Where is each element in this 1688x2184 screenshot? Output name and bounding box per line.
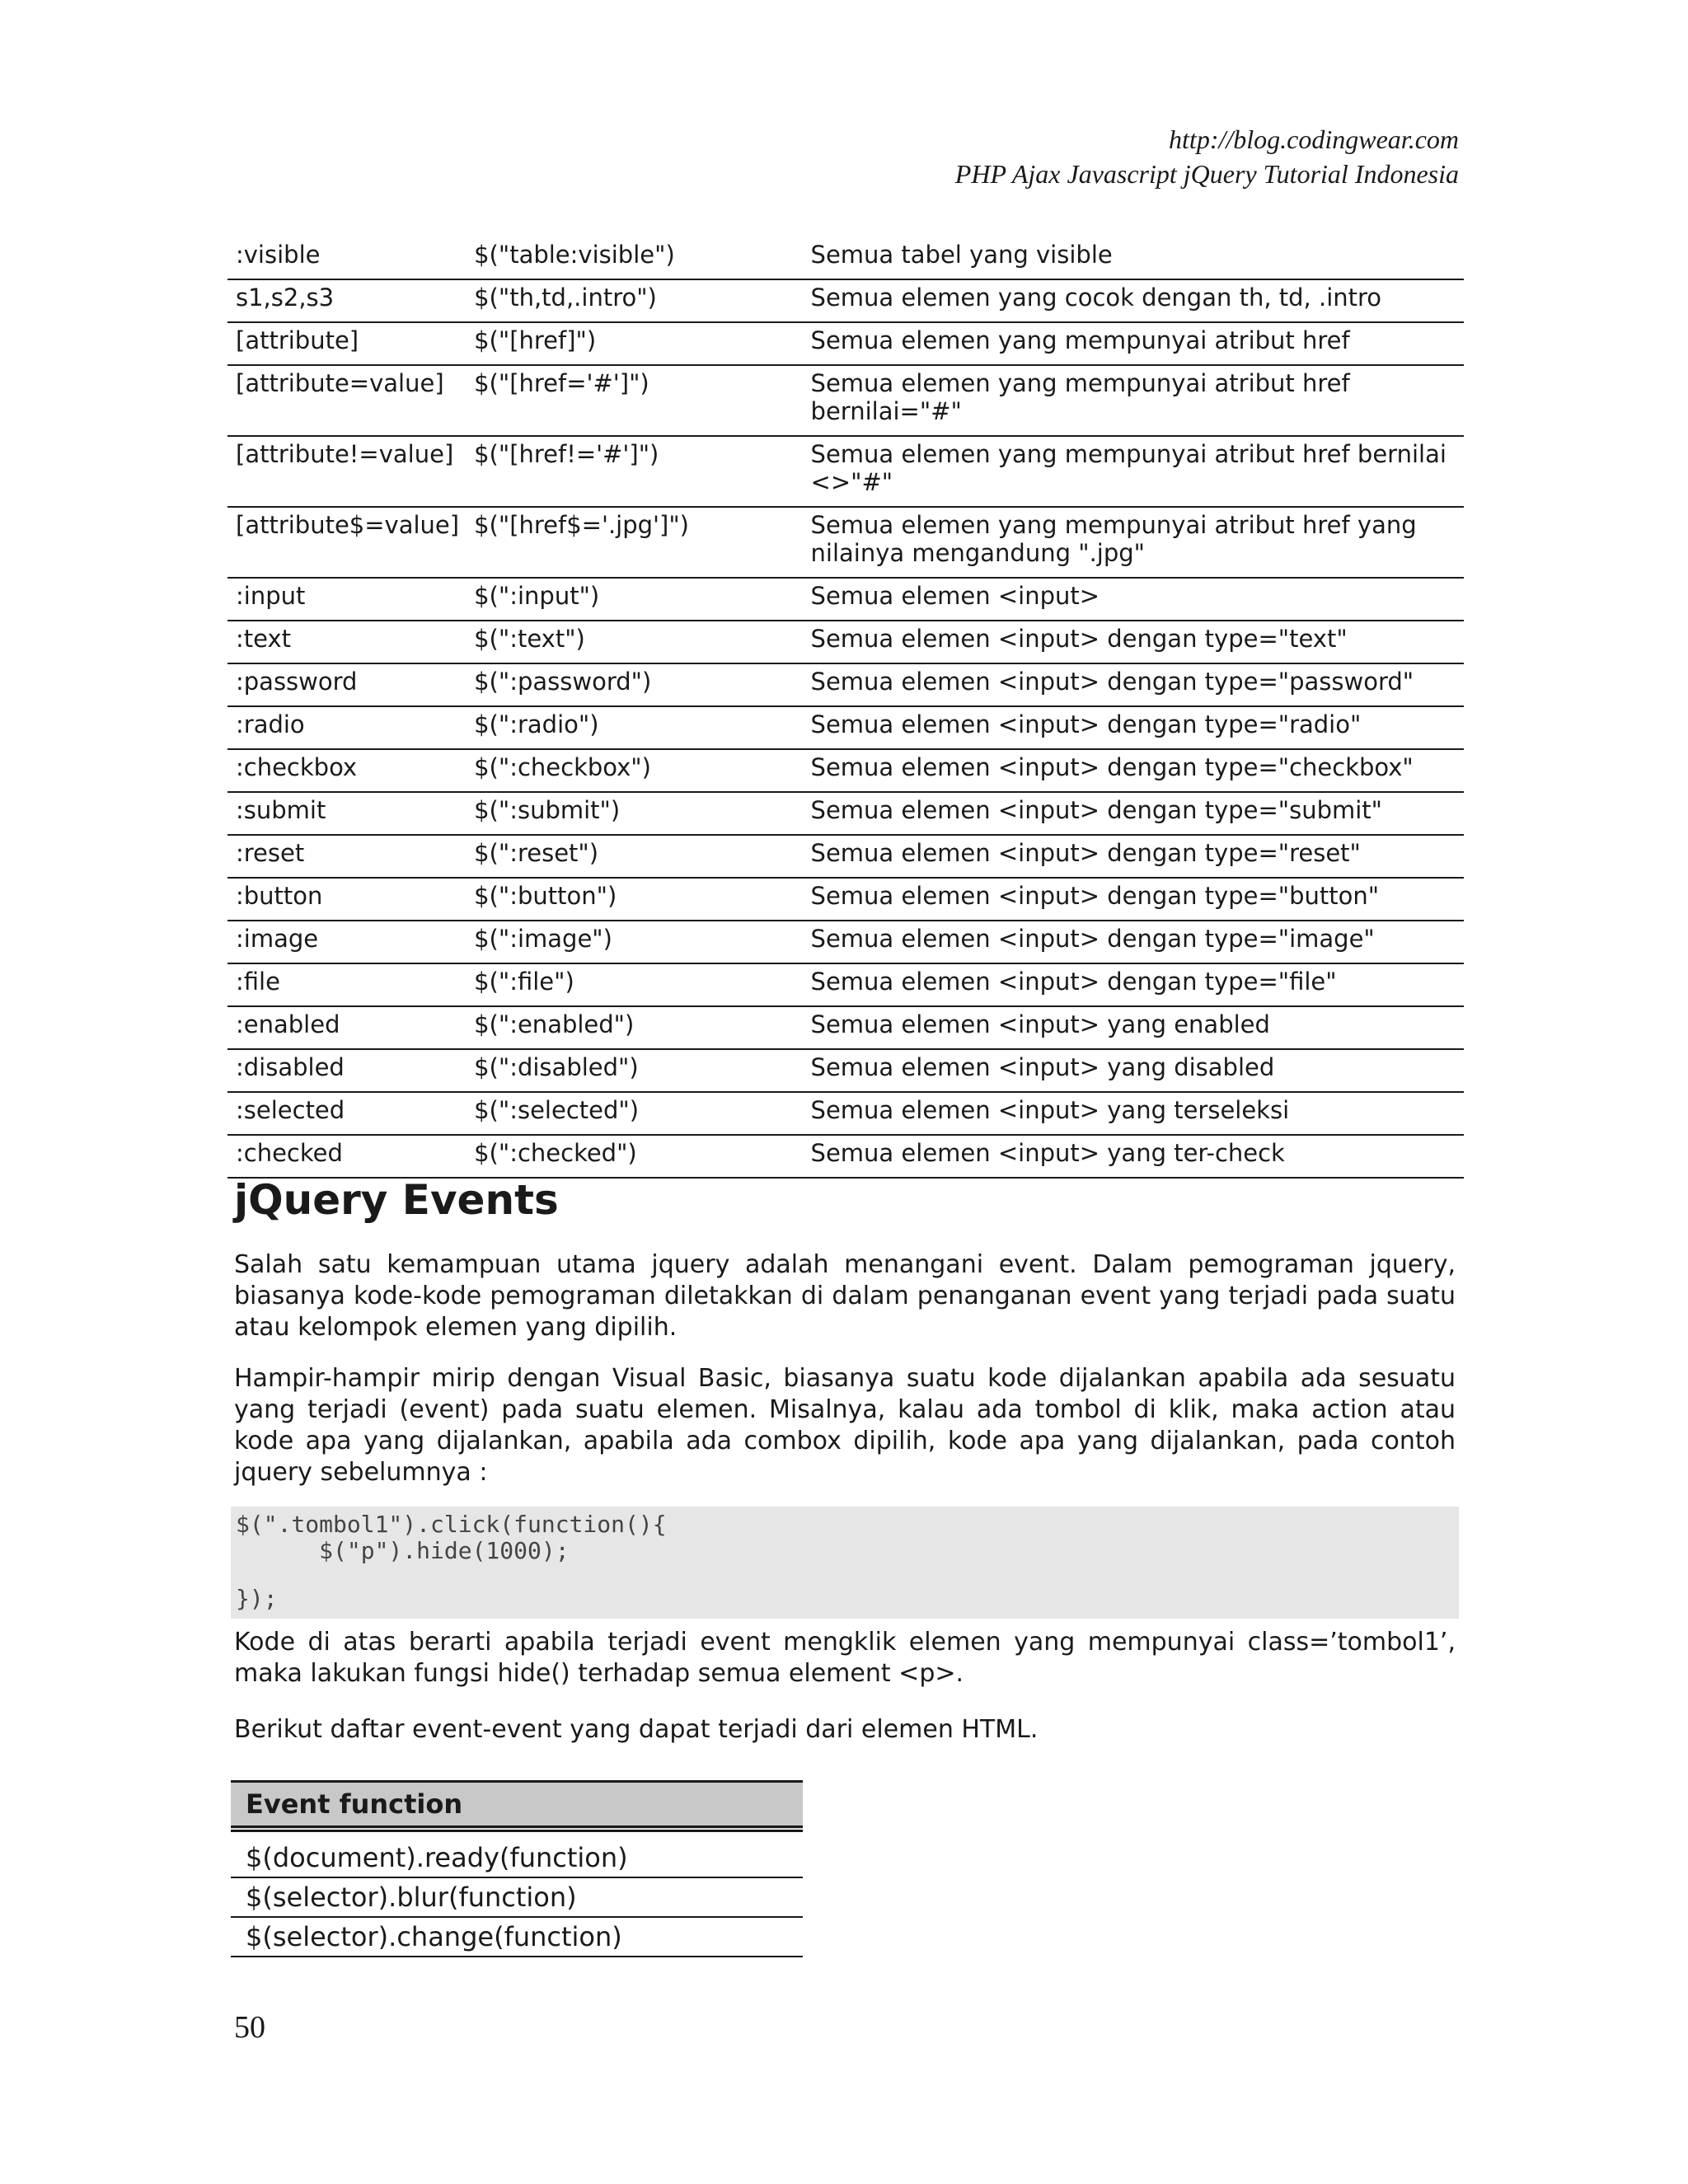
description-cell: Semua elemen <input> yang enabled [803, 1006, 1464, 1049]
event-function-cell: $(selector).change(function) [231, 1917, 803, 1957]
table-row [227, 963, 1464, 1006]
example-cell: $(":text") [466, 621, 802, 663]
description-cell: Semua elemen yang cocok dengan th, td, .intro [803, 279, 1464, 322]
selector-cell: :disabled [227, 1049, 466, 1092]
event-function-cell: $(document).ready(function) [231, 1839, 803, 1877]
description-cell: Semua elemen <input> dengan type="reset" [803, 835, 1464, 878]
example-cell: $(":submit") [466, 792, 802, 835]
example-cell: $(":input") [466, 578, 802, 621]
selector-cell: :text [227, 621, 466, 663]
description-cell: Semua elemen <input> [803, 578, 1464, 621]
code-line: $(".tombol1").click(function(){ [236, 1511, 667, 1538]
event-function-cell: $(selector).blur(function) [231, 1877, 803, 1917]
selector-cell: [attribute!=value] [227, 436, 466, 507]
selector-cell: :image [227, 921, 466, 963]
event-table-header-row [231, 1782, 803, 1830]
example-cell: $(":password") [466, 663, 802, 706]
code-line: }); [236, 1585, 278, 1612]
event-list-intro: Berikut daftar event-event yang dapat terjadi dari elemen HTML. [234, 1715, 1039, 1744]
example-cell: $(":radio") [466, 706, 802, 749]
code-explanation-paragraph: Kode di atas berarti apabila terjadi event mengklik elemen yang mempunyai class=’tombol1’, maka lakukan fungsi hide() terhadap semua element <p>. [234, 1628, 1456, 1688]
description-cell: Semua tabel yang visible [803, 237, 1464, 279]
description-cell: Semua elemen <input> yang ter-check [803, 1135, 1464, 1178]
table-row [227, 1006, 1464, 1049]
table-row [227, 835, 1464, 878]
description-cell: Semua elemen <input> dengan type="file" [803, 963, 1464, 1006]
example-cell: $("th,td,.intro") [466, 279, 802, 322]
description-cell: Semua elemen <input> dengan type="checkbox" [803, 749, 1464, 792]
table-row [227, 1092, 1464, 1135]
description-cell: Semua elemen <input> dengan type="button" [803, 878, 1464, 921]
table-row [231, 1917, 803, 1957]
table-row [227, 322, 1464, 365]
selector-cell: :reset [227, 835, 466, 878]
description-cell: Semua elemen <input> yang terseleksi [803, 1092, 1464, 1135]
table-row [227, 507, 1464, 578]
example-cell: $(":selected") [466, 1092, 802, 1135]
example-cell: $(":image") [466, 921, 802, 963]
description-cell: Semua elemen <input> dengan type="password" [803, 663, 1464, 706]
page-number: 50 [234, 2010, 265, 2045]
selector-cell: [attribute] [227, 322, 466, 365]
code-line: $("p").hide(1000); [236, 1537, 570, 1564]
table-row [227, 365, 1464, 436]
event-table-header: Event function [231, 1782, 803, 1830]
table-row [227, 706, 1464, 749]
example-cell: $("[href='#']") [466, 365, 802, 436]
selector-cell: :submit [227, 792, 466, 835]
description-cell: Semua elemen <input> yang disabled [803, 1049, 1464, 1092]
selector-cell: :password [227, 663, 466, 706]
table-row [227, 279, 1464, 322]
example-cell: $(":reset") [466, 835, 802, 878]
table-row [231, 1877, 803, 1917]
table-row [227, 663, 1464, 706]
selector-cell: s1,s2,s3 [227, 279, 466, 322]
selector-cell: :checked [227, 1135, 466, 1178]
selector-cell: [attribute$=value] [227, 507, 466, 578]
code-block [231, 1507, 1459, 1619]
table-row [227, 237, 1464, 279]
example-cell: $(":button") [466, 878, 802, 921]
explanation-paragraph: Hampir-hampir mirip dengan Visual Basic, biasanya suatu kode dijalankan apabila ada sesuatu yang terjadi (event) pada suatu elemen. Misalnya, kalau ada tombol di klik, maka action atau kode apa yang dijalankan, apabila ada combox dipilih, kode apa yang dijalankan, pada contoh jquery sebelumnya : [234, 1364, 1456, 1487]
page-header [955, 122, 1459, 191]
table-row [227, 578, 1464, 621]
description-cell: Semua elemen <input> dengan type="image" [803, 921, 1464, 963]
description-cell: Semua elemen <input> dengan type="submit" [803, 792, 1464, 835]
selector-cell: :button [227, 878, 466, 921]
example-cell: $("[href$='.jpg']") [466, 507, 802, 578]
table-row [227, 792, 1464, 835]
table-row [227, 1049, 1464, 1092]
example-cell: $(":disabled") [466, 1049, 802, 1092]
selector-cell: :enabled [227, 1006, 466, 1049]
table-row [227, 749, 1464, 792]
example-cell: $("table:visible") [466, 237, 802, 279]
header-url: http://blog.codingwear.com [1169, 124, 1459, 154]
table-row [227, 1135, 1464, 1178]
section-heading: jQuery Events [234, 1176, 559, 1224]
event-table [231, 1780, 803, 1957]
table-row [227, 878, 1464, 921]
intro-paragraph: Salah satu kemampuan utama jquery adalah menangani event. Dalam pemograman jquery, biasanya kode-kode pemograman diletakkan di dalam penanganan event yang terjadi pada suatu atau kelompok elemen yang dipilih. [234, 1250, 1456, 1342]
table-row [227, 621, 1464, 663]
selector-cell: :radio [227, 706, 466, 749]
table-row [231, 1839, 803, 1877]
table-row [227, 436, 1464, 507]
example-cell: $(":checkbox") [466, 749, 802, 792]
description-cell: Semua elemen yang mempunyai atribut href [803, 322, 1464, 365]
example-cell: $("[href]") [466, 322, 802, 365]
selector-cell: :input [227, 578, 466, 621]
description-cell: Semua elemen <input> dengan type="radio" [803, 706, 1464, 749]
selector-table [227, 237, 1464, 1179]
description-cell: Semua elemen yang mempunyai atribut href yang nilainya mengandung ".jpg" [803, 507, 1464, 578]
example-cell: $(":enabled") [466, 1006, 802, 1049]
example-cell: $(":checked") [466, 1135, 802, 1178]
header-subtitle: PHP Ajax Javascript jQuery Tutorial Indonesia [954, 159, 1459, 189]
selector-cell: :checkbox [227, 749, 466, 792]
selector-cell: :selected [227, 1092, 466, 1135]
description-cell: Semua elemen <input> dengan type="text" [803, 621, 1464, 663]
selector-cell: :file [227, 963, 466, 1006]
description-cell: Semua elemen yang mempunyai atribut href bernilai="#" [803, 365, 1464, 436]
selector-cell: [attribute=value] [227, 365, 466, 436]
description-cell: Semua elemen yang mempunyai atribut href bernilai <>"#" [803, 436, 1464, 507]
example-cell: $("[href!='#']") [466, 436, 802, 507]
example-cell: $(":file") [466, 963, 802, 1006]
table-row [227, 921, 1464, 963]
selector-cell: :visible [227, 237, 466, 279]
